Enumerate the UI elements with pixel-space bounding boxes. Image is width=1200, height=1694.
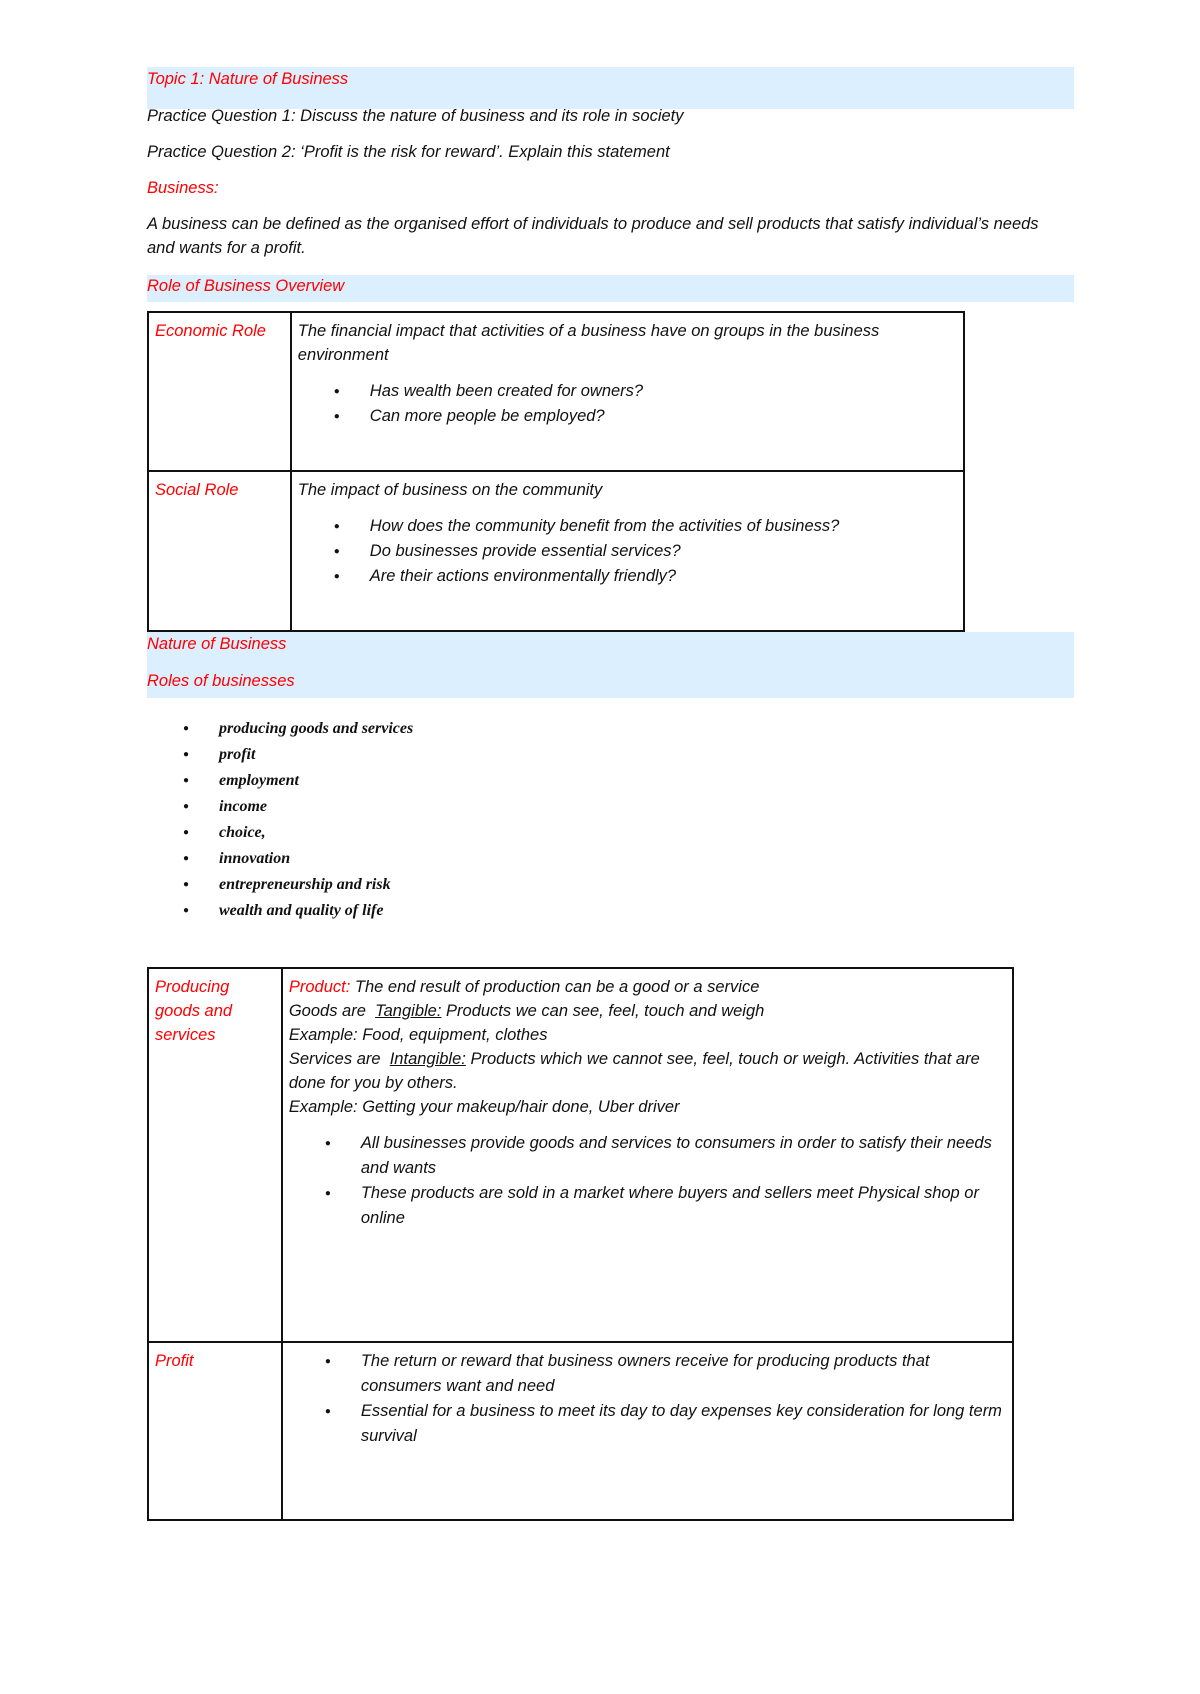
- nature-heading: Nature of Business: [147, 635, 287, 653]
- profit-bullets: [289, 1349, 1006, 1449]
- goods-line: [289, 999, 1006, 1023]
- services-text: Products which we cannot see, feel, touch or weigh. Activities that are done for you by others.: [288, 1050, 980, 1092]
- social-role-row: [148, 471, 964, 631]
- roles-overview-table: [147, 311, 965, 632]
- list-item: ● wealth and quality of life: [219, 898, 413, 924]
- role-overview-heading: Role of Business Overview: [147, 277, 345, 295]
- list-item: ● These products are sold in a market where buyers and sellers meet Physical shop or online: [361, 1181, 1006, 1231]
- profit-label: Profit: [148, 1342, 282, 1520]
- list-item: ● Are their actions environmentally friendly?: [370, 564, 957, 589]
- list-item: ● Has wealth been created for owners?: [370, 379, 957, 404]
- product-text: The end result of production can be a good or a service: [350, 978, 760, 996]
- list-item: ● innovation: [219, 846, 413, 872]
- goods-text: Products we can see, feel, touch and weigh: [441, 1002, 765, 1020]
- list-item: ● producing goods and services: [219, 716, 413, 742]
- list-item: ● Essential for a business to meet its day to day expenses key consideration for long term survival: [361, 1399, 1006, 1449]
- services-line: [289, 1047, 1006, 1095]
- intangible-label: Intangible:: [389, 1050, 466, 1068]
- producing-row: [148, 968, 1013, 1342]
- roles-of-businesses-heading: Roles of businesses: [147, 672, 295, 690]
- topic-title: Topic 1: Nature of Business: [147, 70, 349, 88]
- social-role-cell: [291, 471, 964, 631]
- social-role-label: Social Role: [148, 471, 291, 631]
- list-item: ● choice,: [219, 820, 413, 846]
- economic-role-cell: [291, 312, 964, 471]
- business-definition: A business can be defined as the organised effort of individuals to produce and sell products that satisfy individual’s needs and wants for a profit.: [147, 215, 1039, 257]
- business-heading: Business:: [147, 179, 219, 197]
- economic-role-description: The financial impact that activities of a business have on groups in the business environment: [297, 322, 880, 364]
- list-item: ● income: [219, 794, 413, 820]
- practice-question-1: Practice Question 1: Discuss the nature of business and its role in society: [147, 107, 684, 125]
- producing-label: Producing goods and services: [148, 968, 282, 1342]
- tangible-label: Tangible:: [375, 1002, 442, 1020]
- list-item: ● profit: [219, 742, 413, 768]
- social-role-description: The impact of business on the community: [297, 481, 603, 499]
- roles-detail-table: [147, 967, 1014, 1521]
- list-item: ● Do businesses provide essential services?: [370, 539, 957, 564]
- list-item: ● Can more people be employed?: [370, 404, 957, 429]
- practice-question-2: Practice Question 2: ‘Profit is the risk for reward’. Explain this statement: [147, 143, 670, 161]
- list-item: ● How does the community benefit from the activities of business?: [370, 514, 957, 539]
- roles-list: [147, 716, 413, 924]
- product-label: Product:: [288, 978, 351, 996]
- services-prefix: Services are: [288, 1050, 390, 1068]
- goods-prefix: Goods are: [288, 1002, 376, 1020]
- list-item: ● employment: [219, 768, 413, 794]
- product-line: [289, 975, 1006, 999]
- services-example: Example: Getting your makeup/hair done, Uber driver: [288, 1098, 680, 1116]
- social-role-bullets: [298, 514, 957, 589]
- goods-example: Example: Food, equipment, clothes: [288, 1026, 548, 1044]
- list-item: ● entrepreneurship and risk: [219, 872, 413, 898]
- list-item: ● All businesses provide goods and services to consumers in order to satisfy their needs and wants: [361, 1131, 1006, 1181]
- economic-role-bullets: [298, 379, 957, 429]
- producing-bullets: [289, 1131, 1006, 1231]
- profit-row: [148, 1342, 1013, 1520]
- economic-role-label: Economic Role: [148, 312, 291, 471]
- profit-cell: [282, 1342, 1013, 1520]
- economic-role-row: [148, 312, 964, 471]
- producing-cell: [282, 968, 1013, 1342]
- list-item: ● The return or reward that business owners receive for producing products that consumers want and need: [361, 1349, 1006, 1399]
